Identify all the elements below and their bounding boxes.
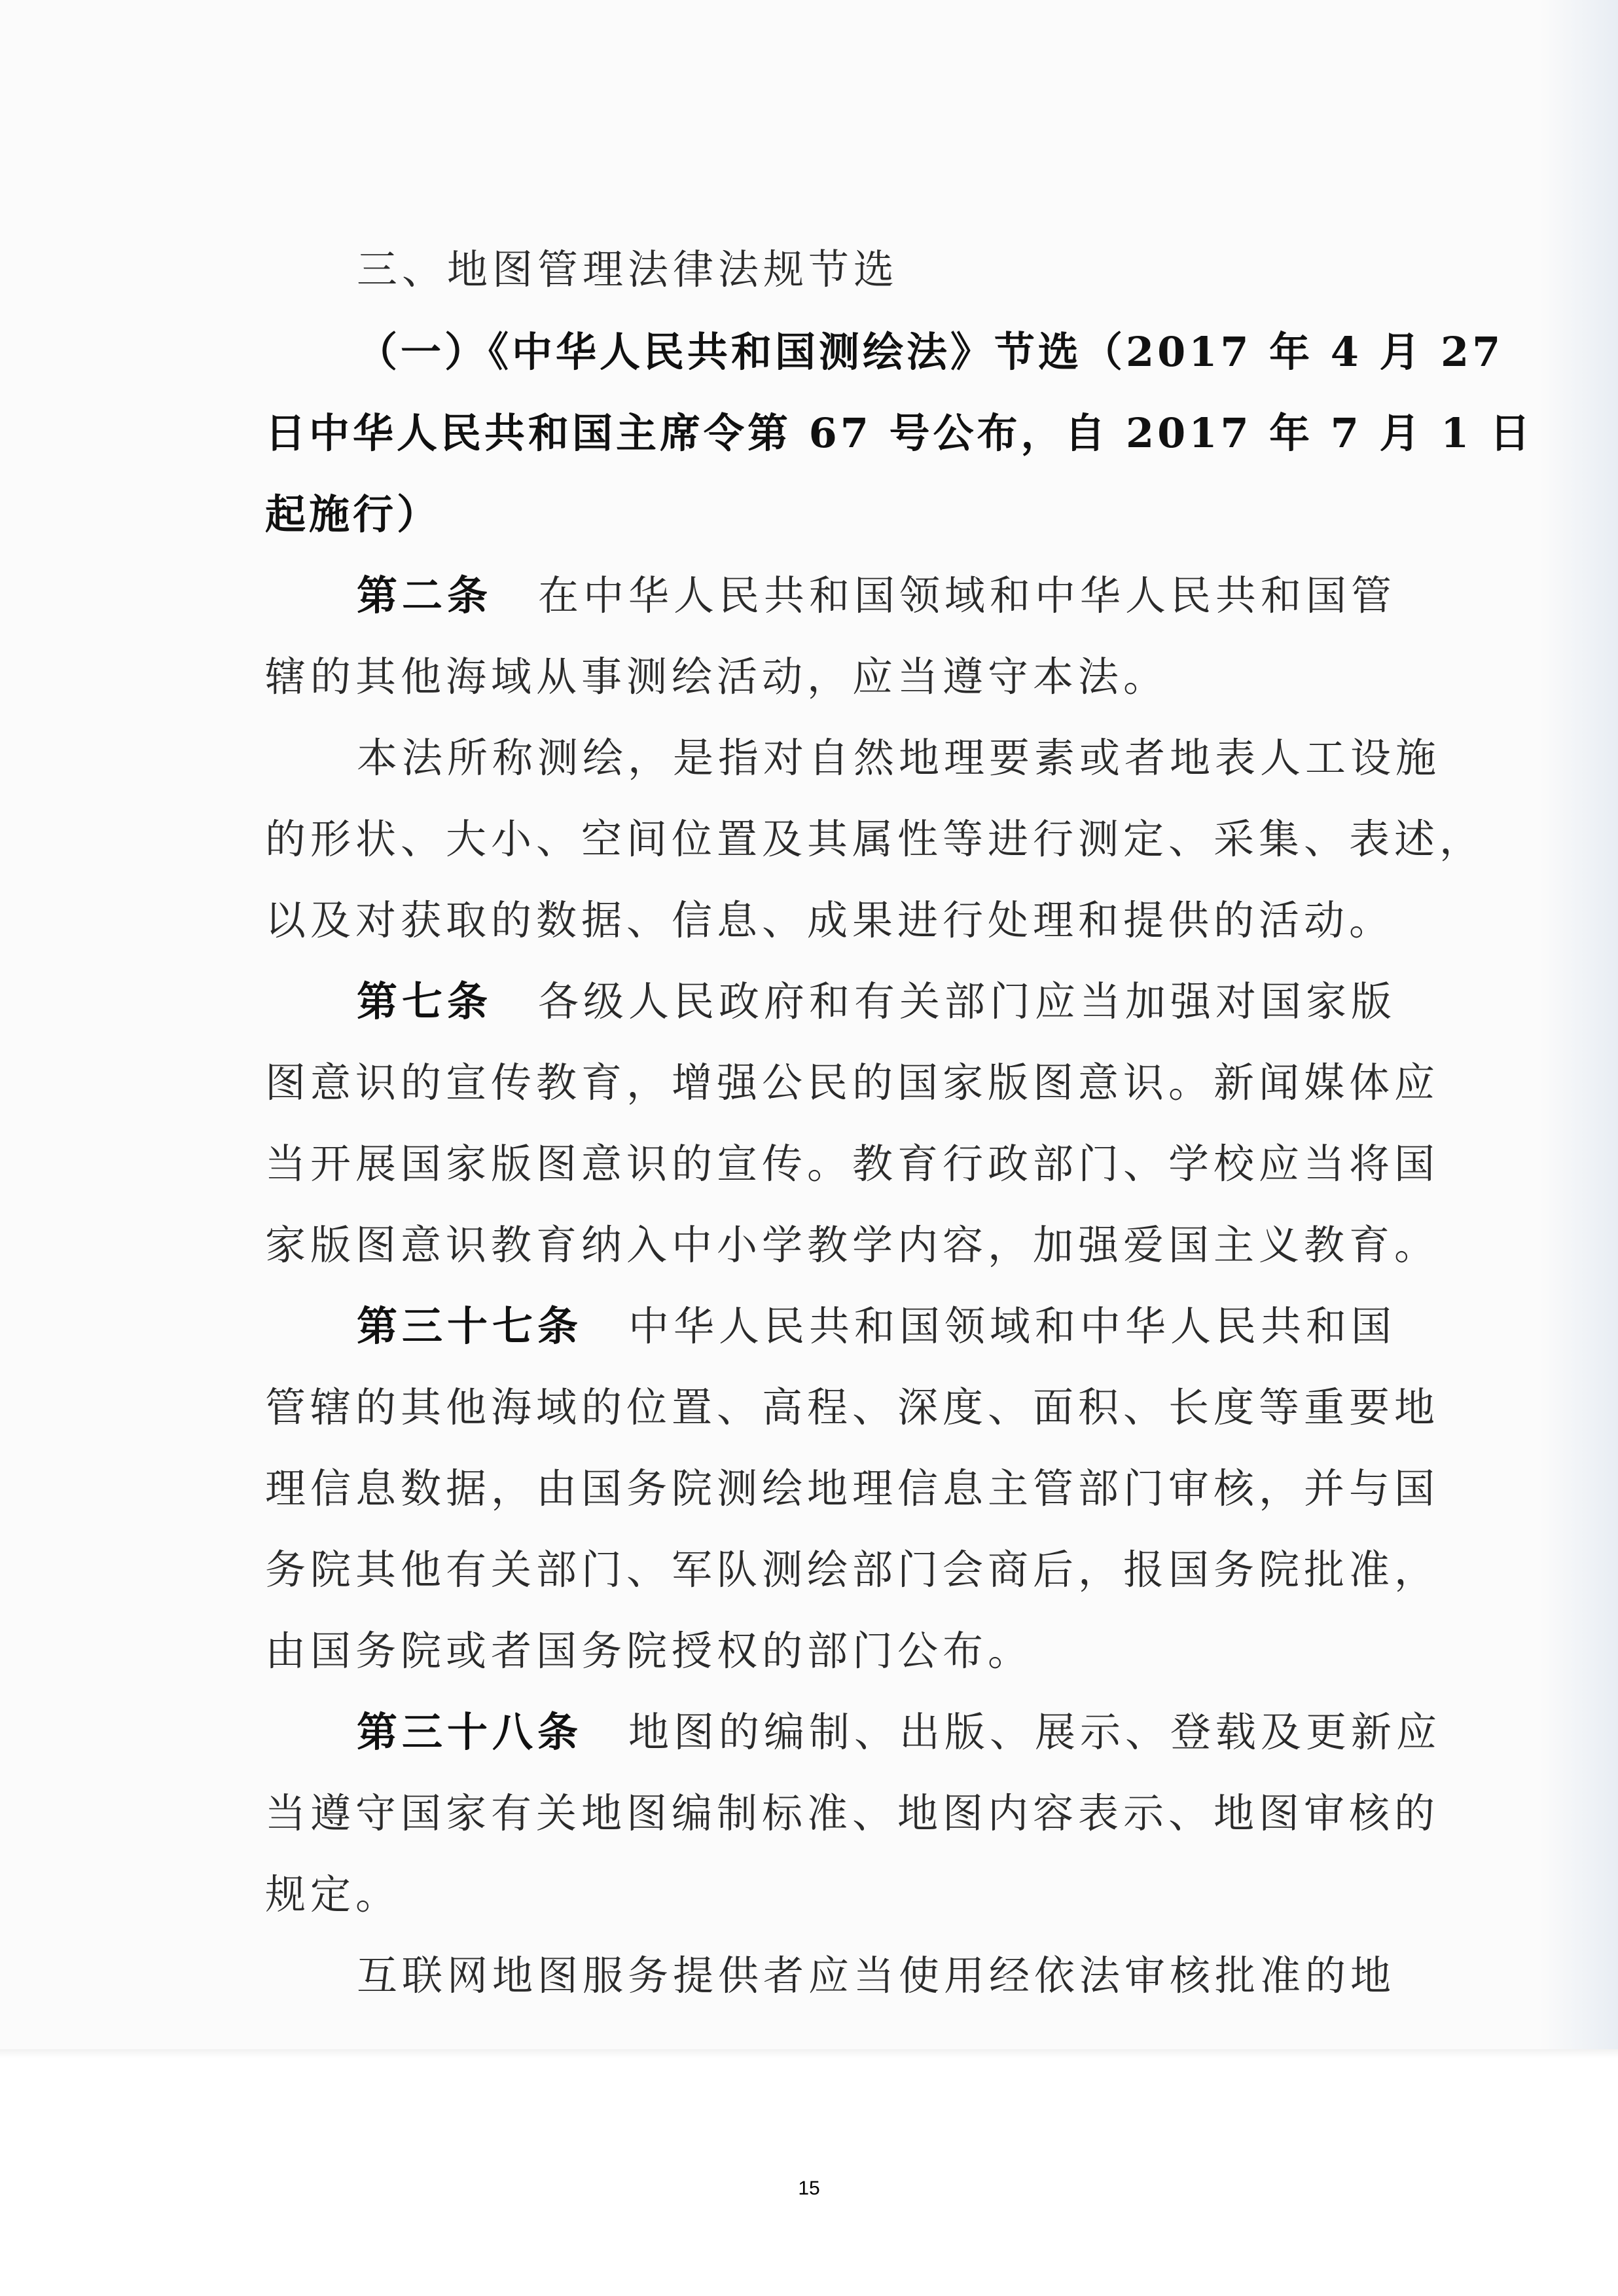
article-37-line-1 bbox=[357, 1300, 1469, 1353]
article-37-line-2: 管辖的其他海域的位置、高程、深度、面积、长度等重要地 bbox=[265, 1383, 1440, 1431]
paragraph-line-2: 的形状、大小、空间位置及其属性等进行测定、采集、表述， bbox=[265, 815, 1485, 863]
article-38-line-3: 规定。 bbox=[265, 1870, 401, 1918]
article-7-line-4: 家版图意识教育纳入中小学教学内容，加强爱国主义教育。 bbox=[265, 1221, 1440, 1269]
article-7-line-3: 当开展国家版图意识的宣传。教育行政部门、学校应当将国 bbox=[265, 1140, 1440, 1188]
article-label: 第七条 bbox=[357, 977, 493, 1025]
article-37-line-5: 由国务院或者国务院授权的部门公布。 bbox=[265, 1627, 1034, 1675]
page-number: 15 bbox=[798, 2178, 820, 2199]
article-label: 第三十七条 bbox=[357, 1302, 583, 1350]
paragraph-internet-line-1: 互联网地图服务提供者应当使用经依法审核批准的地 bbox=[357, 1952, 1396, 1999]
article-label: 第三十八条 bbox=[357, 1708, 583, 1756]
law-title-line-2: 日中华人民共和国主席令第 67 号公布，自 2017 年 7 月 1 日 bbox=[265, 409, 1534, 457]
article-7-line-1 bbox=[357, 975, 1469, 1028]
article-38-line-2: 当遵守国家有关地图编制标准、地图内容表示、地图审核的 bbox=[265, 1789, 1440, 1837]
article-label: 第二条 bbox=[357, 572, 493, 619]
section-heading: 三、地图管理法律法规节选 bbox=[357, 246, 899, 293]
article-37-line-4: 务院其他有关部门、军队测绘部门会商后，报国务院批准， bbox=[265, 1546, 1440, 1594]
article-7-line-2: 图意识的宣传教育，增强公民的国家版图意识。新闻媒体应 bbox=[265, 1059, 1440, 1106]
article-38-line-1 bbox=[357, 1706, 1469, 1758]
scan-shadow bbox=[1539, 0, 1618, 2056]
law-title-line-1: （一）《中华人民共和国测绘法》节选（2017 年 4 月 27 bbox=[357, 328, 1504, 376]
paragraph-line-3: 以及对获取的数据、信息、成果进行处理和提供的活动。 bbox=[265, 896, 1395, 944]
article-text: 地图的编制、出版、展示、登载及更新应 bbox=[628, 1708, 1442, 1756]
paragraph-line-1: 本法所称测绘，是指对自然地理要素或者地表人工设施 bbox=[357, 734, 1441, 782]
law-title-line-3: 起施行） bbox=[265, 490, 441, 538]
article-text: 在中华人民共和国领域和中华人民共和国管 bbox=[538, 572, 1397, 619]
article-text: 中华人民共和国领域和中华人民共和国 bbox=[628, 1302, 1397, 1350]
article-text: 各级人民政府和有关部门应当加强对国家版 bbox=[538, 977, 1397, 1025]
article-2-line-2: 辖的其他海域从事测绘活动，应当遵守本法。 bbox=[265, 653, 1169, 701]
scan-bottom-edge bbox=[0, 2049, 1618, 2058]
article-2-line-1 bbox=[357, 570, 1469, 622]
article-37-line-3: 理信息数据，由国务院测绘地理信息主管部门审核，并与国 bbox=[265, 1465, 1440, 1512]
